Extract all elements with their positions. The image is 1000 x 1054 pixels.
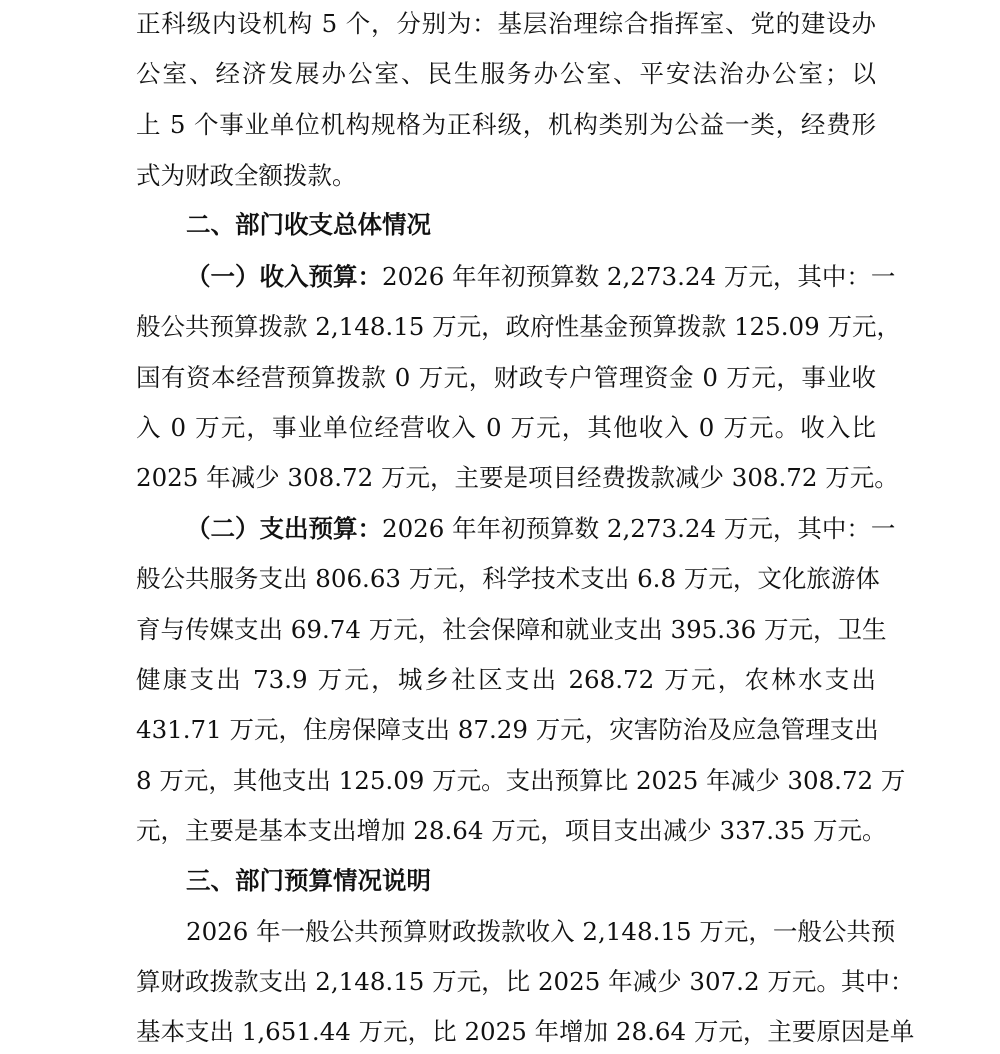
- subsection-expense-line: [186, 509, 896, 549]
- subsection-heading-expense: （二）支出预算：: [186, 514, 382, 543]
- body-text-line: 算财政拨款支出 2,148.15 万元，比 2025 年减少 307.2 万元。其中：: [136, 967, 915, 996]
- body-text-line: 基本支出 1,651.44 万元，比 2025 年增加 28.64 万元，主要原因是单: [136, 1017, 915, 1046]
- body-text-line: 般公共预算拨款 2,148.15 万元，政府性基金预算拨款 125.09 万元，: [136, 312, 901, 341]
- body-text-line: 2026 年一般公共预算财政拨款收入 2,148.15 万元，一般公共预: [186, 917, 896, 946]
- body-text-line: 国有资本经营预算拨款 0 万元，财政专户管理资金 0 万元，事业收: [136, 363, 876, 392]
- body-text-line: 正科级内设机构 5 个，分别为：基层治理综合指挥室、党的建设办: [136, 9, 876, 38]
- body-text-line: 上 5 个事业单位机构规格为正科级，机构类别为公益一类，经费形: [136, 110, 876, 139]
- body-text-line: 式为财政全额拨款。: [136, 161, 357, 190]
- body-text-span: 2026 年年初预算数 2,273.24 万元，其中：一: [382, 262, 896, 291]
- subsection-heading-income: （一）收入预算：: [186, 262, 382, 291]
- body-text-line: 入 0 万元，事业单位经营收入 0 万元，其他收入 0 万元。收入比: [136, 413, 876, 442]
- body-text-line: 般公共服务支出 806.63 万元，科学技术支出 6.8 万元，文化旅游体: [136, 564, 880, 593]
- body-text-line: 8 万元，其他支出 125.09 万元。支出预算比 2025 年减少 308.72 万: [136, 766, 906, 795]
- body-text-span: 2026 年年初预算数 2,273.24 万元，其中：一: [382, 514, 896, 543]
- body-text-line: 431.71 万元，住房保障支出 87.29 万元，灾害防治及应急管理支出: [136, 715, 879, 744]
- body-text-line: 元，主要是基本支出增加 28.64 万元，项目支出减少 337.35 万元。: [136, 816, 887, 845]
- section-heading-3: 三、部门预算情况说明: [186, 866, 431, 895]
- subsection-income-line: [186, 257, 896, 297]
- body-text-line: 2025 年减少 308.72 万元，主要是项目经费拨款减少 308.72 万元。: [136, 463, 899, 492]
- body-text-line: 健康支出 73.9 万元，城乡社区支出 268.72 万元，农林水支出: [136, 665, 876, 694]
- body-text-line: 育与传媒支出 69.74 万元，社会保障和就业支出 395.36 万元，卫生: [136, 615, 887, 644]
- section-heading-2: 二、部门收支总体情况: [186, 210, 431, 239]
- body-text-line: 公室、经济发展办公室、民生服务办公室、平安法治办公室；以: [136, 59, 876, 88]
